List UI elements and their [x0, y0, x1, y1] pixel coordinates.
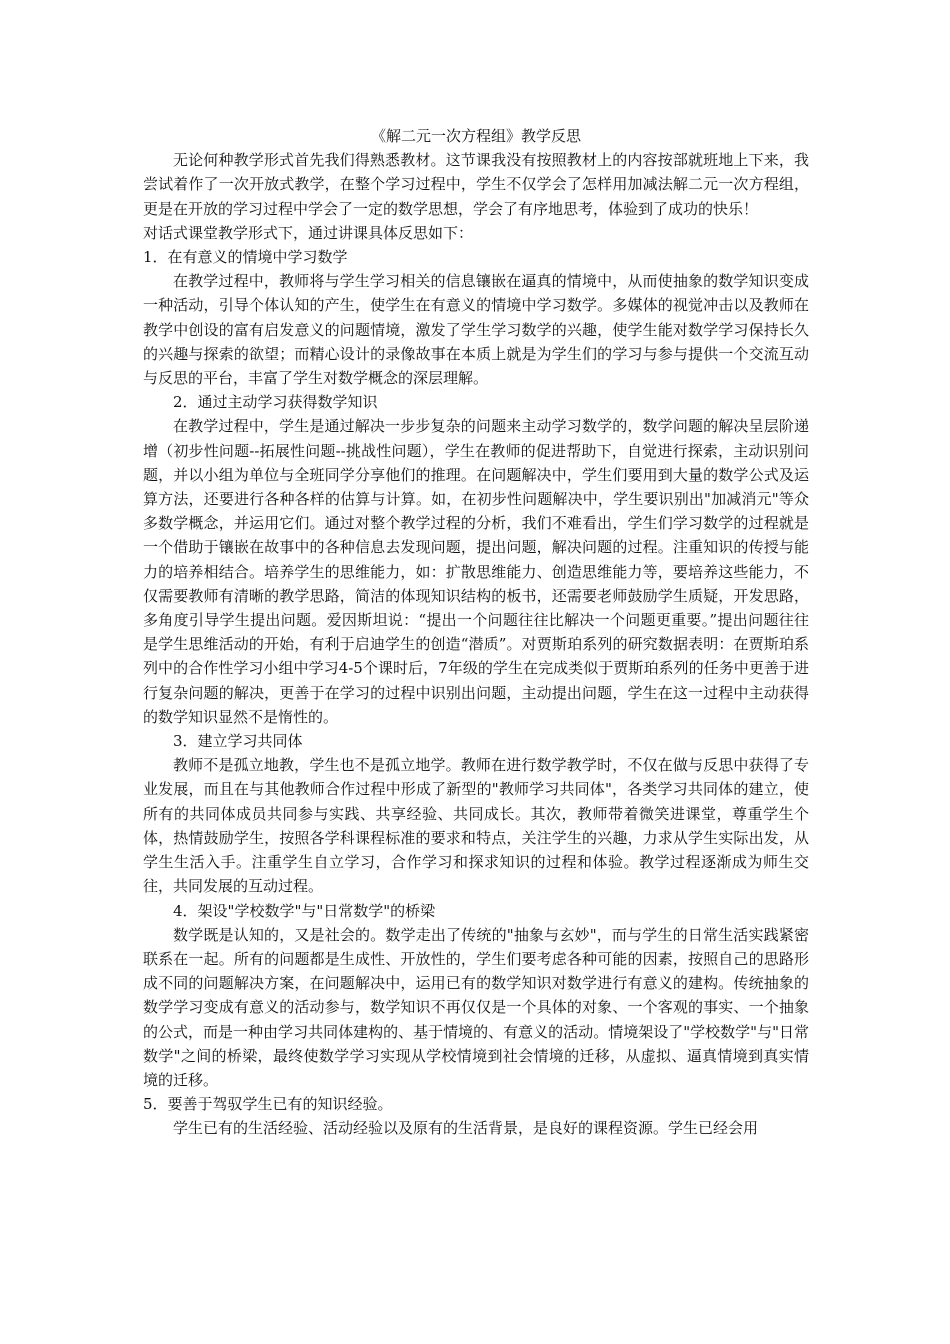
section-4-heading: 4．架设"学校数学"与"日常数学"的桥梁	[173, 901, 436, 920]
section-3-body: 教师不是孤立地教，学生也不是孤立地学。教师在进行数学教学时，不仅在做与反思中获得了专业发展，而且在与其他教师合作过程中形成了新型的"教师学习共同体"，各类学习共同体的建立，使所有的共同体成员共同参与实践、共享经验、共同成长。其次，教师带着微笑进课堂，尊重学生个体，热情鼓励学生，按照各学科课程标准的要求和特点，关注学生的兴趣，力求从学生实际出发，从学生生活入手。注重学生自立学习，合作学习和探求知识的过程和体验。教学过程逐渐成为师生交往，共同发展的互动过程。	[143, 756, 809, 896]
section-1-heading: 1．在有意义的情境中学习数学	[143, 248, 348, 267]
section-1-body: 在教学过程中，教师将与学生学习相关的信息镶嵌在逼真的情境中，从而使抽象的数学知识变成一种活动，引导个体认知的产生，使学生在有意义的情境中学习数学。多媒体的视觉冲击以及教师在教学中创设的富有启发意义的问题情境，激发了学生学习数学的兴趣，使学生能对数学学习保持长久的兴趣与探索的欲望；而精心设计的录像故事在本质上就是为学生们的学习与参与提供一个交流互动与反思的平台，丰富了学生对数学概念的深层理解。	[143, 272, 809, 388]
lead-paragraph: 对话式课堂教学形式下，通过讲课具体反思如下：	[143, 223, 474, 242]
section-3-heading: 3．建立学习共同体	[173, 732, 303, 751]
intro-paragraph: 无论何种教学形式首先我们得熟悉教材。这节课我没有按照教材上的内容按部就班地上下来，我尝试着作了一次开放式教学，在整个学习过程中，学生不仅学会了怎样用加减法解二元一次方程组，更是在开放的学习过程中学会了一定的数学思想，学会了有序地思考，体验到了成功的快乐！	[143, 151, 809, 218]
section-5-body: 学生已有的生活经验、活动经验以及原有的生活背景，是良好的课程资源。学生已经会用	[173, 1119, 759, 1138]
document-title: 《解二元一次方程组》教学反思	[370, 127, 581, 145]
section-5-heading: 5．要善于驾驭学生已有的知识经验。	[143, 1095, 393, 1114]
document-page	[143, 124, 809, 1141]
section-2-heading: 2．通过主动学习获得数学知识	[173, 393, 378, 412]
section-4-body: 数学既是认知的，又是社会的。数学走出了传统的"抽象与玄妙"，而与学生的日常生活实践紧密联系在一起。所有的问题都是生成性、开放性的，学生们要考虑各种可能的因素，按照自己的思路形成不同的问题解决方案，在问题解决中，运用已有的数学知识对数学进行有意义的建构。传统抽象的数学学习变成有意义的活动参与，数学知识不再仅仅是一个具体的对象、一个客观的事实、一个抽象的公式，而是一种由学习共同体建构的、基于情境的、有意义的活动。情境架设了"学校数学"与"日常数学"之间的桥梁，最终使数学学习实现从学校情境到社会情境的迁移，从虚拟、逼真情境到真实情境的迁移。	[143, 925, 809, 1089]
section-2-body: 在教学过程中，学生是通过解决一步步复杂的问题来主动学习数学的，数学问题的解决呈层阶递增（初步性问题--拓展性问题--挑战性问题），学生在教师的促进帮助下，自觉进行探索，主动识别问题，并以小组为单位与全班同学分享他们的推理。在问题解决中，学生们要用到大量的数学公式及运算方法，还要进行各种各样的估算与计算。如，在初步性问题解决中，学生要识别出"加减消元"等众多数学概念，并运用它们。通过对整个教学过程的分析，我们不难看出，学生们学习数学的过程就是一个借助于镶嵌在故事中的各种信息去发现问题，提出问题，解决问题的过程。注重知识的传授与能力的培养相结合。培养学生的思维能力，如：扩散思维能力、创造思维能力等，要培养这些能力，不仅需要教师有清晰的教学思路，简洁的体现知识结构的板书，还需要老师鼓励学生质疑，开发思路，多角度引导学生提出问题。爱因斯坦说：“提出一个问题往往比解决一个问题更重要。”提出问题往往是学生思维活动的开始，有利于启迪学生的创造“潜质”。对贾斯珀系列的研究数据表明：在贾斯珀系列中的合作性学习小组中学习4-5个课时后，7年级的学生在完成类似于贾斯珀系列的任务中更善于进行复杂问题的解决，更善于在学习的过程中识别出问题，主动提出问题，学生在这一过程中主动获得的数学知识显然不是惰性的。	[143, 417, 809, 726]
